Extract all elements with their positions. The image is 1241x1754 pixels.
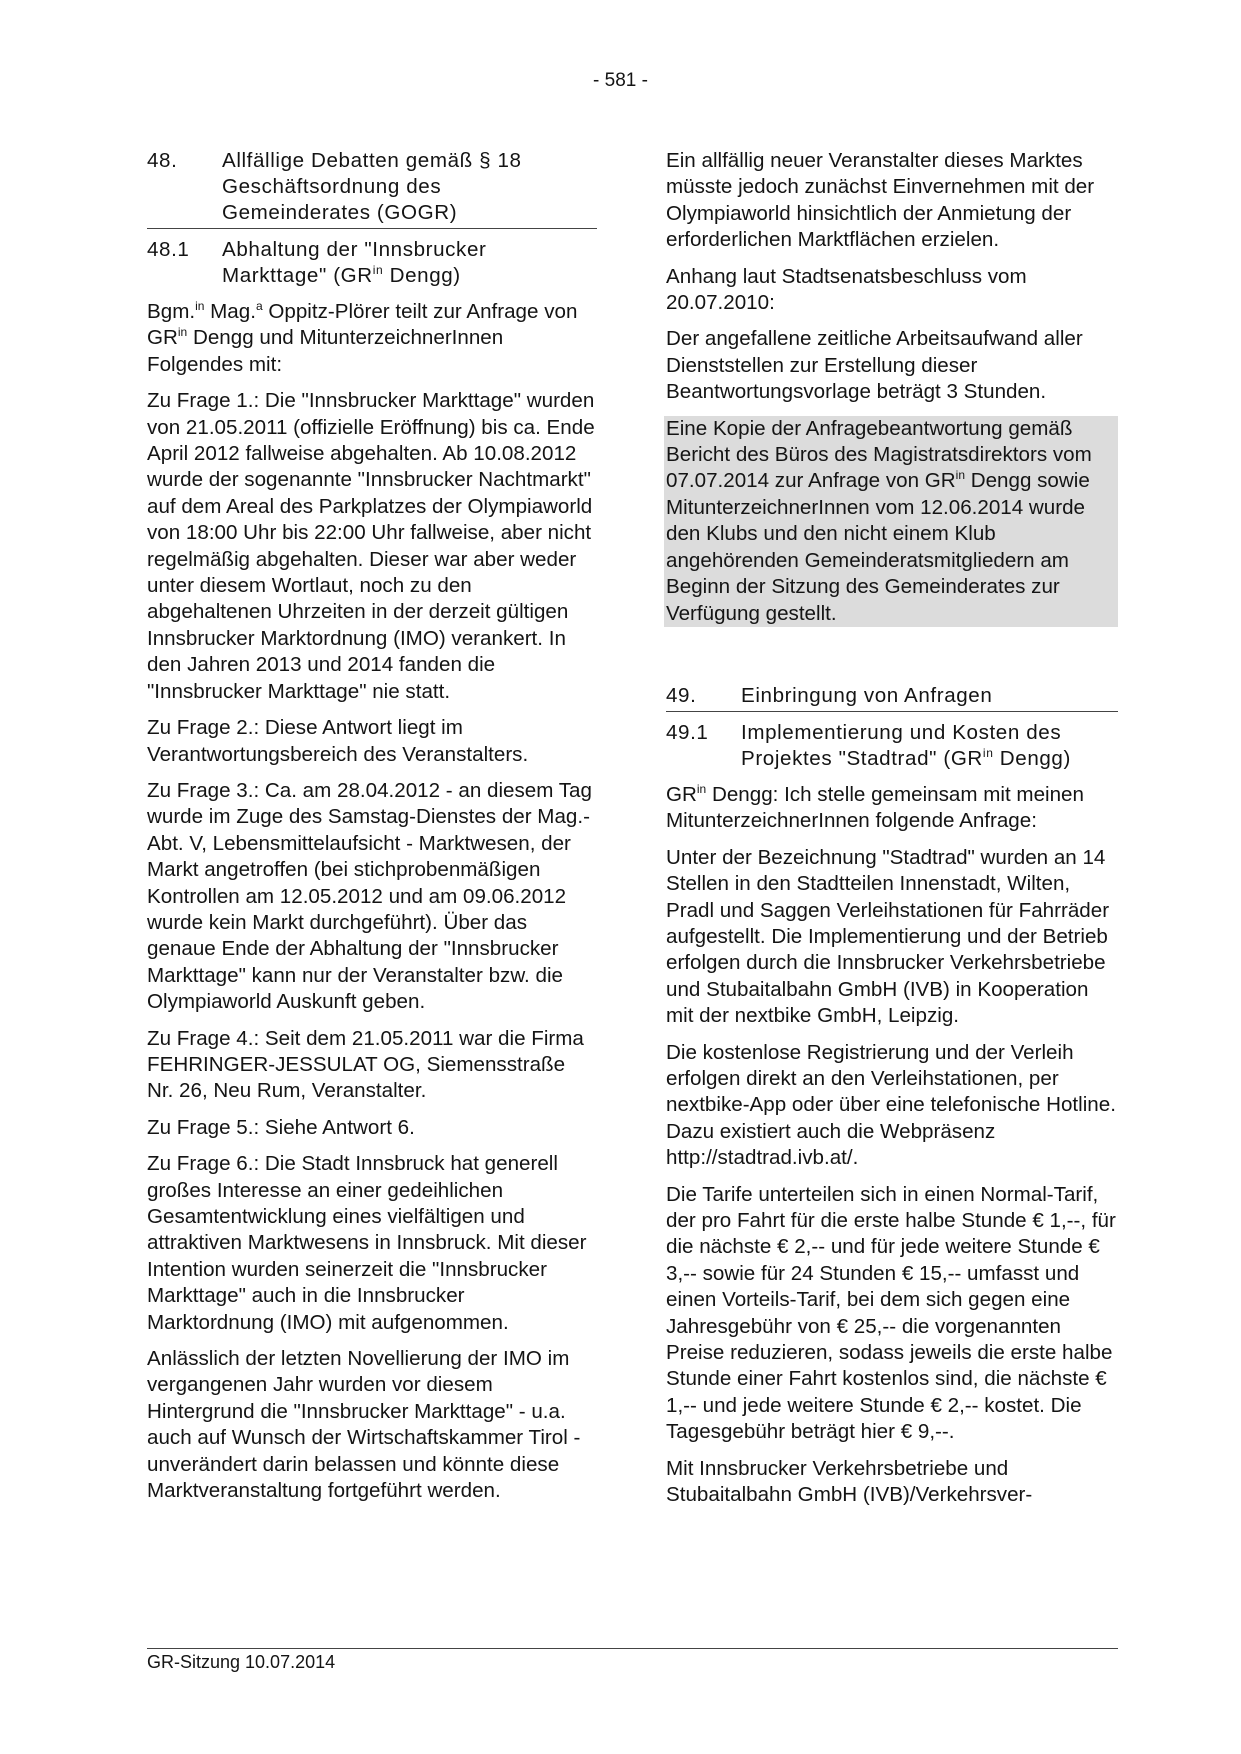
heading-48-1-number: 48.1 xyxy=(147,238,190,261)
heading-48-1-title: Abhaltung der "Innsbrucker Markttage" ($GR^{in}$ Dengg) xyxy=(222,238,487,287)
paragraph-new-organizer: Ein allfällig neuer Veranstalter dieses Marktes müsste jedoch zunächst Einvernehmen mit der Olympiaworld hinsichtlich der Anmietung der erforderlichen Marktflächen erzielen. xyxy=(666,149,1095,252)
answer-5: Zu Frage 5.: Siehe Antwort 6. xyxy=(147,1115,415,1139)
inquiry-intro: $GR^{in}$ Dengg: Ich stelle gemeinsam mit meinen MitunterzeichnerInnen folgende Anfrage: xyxy=(666,781,1084,833)
paragraph-annex: Anhang laut Stadtsenatsbeschluss vom 20.07.2010: xyxy=(666,264,1027,315)
heading-49-1-title: Implementierung und Kosten des Projektes "Stadtrad" ($GR^{in}$ Dengg) xyxy=(741,720,1071,770)
heading-49 xyxy=(666,683,1118,712)
heading-48 xyxy=(147,148,597,229)
paragraph-effort: Der angefallene zeitliche Arbeitsaufwand aller Dienststellen zur Erstellung dieser Beantwortungsvorlage beträgt 3 Stunden. xyxy=(666,327,1083,404)
heading-49-1-number: 49.1 xyxy=(666,720,709,744)
footer-divider xyxy=(147,1648,1118,1649)
answer-1: Zu Frage 1.: Die "Innsbrucker Markttage" wurden von 21.05.2011 (offizielle Eröffnung) bis ca. Ende April 2012 fallweise abgehalten. Ab 10.08.2012 wurde der sogenannte "Innsbrucker Nachtmarkt" auf dem Areal des Parkplatzes der Olympiaworld von 18:00 Uhr bis 22:00 Uhr fallweise, aber nicht regelmäßig abgehalten. Dieser war aber weder unter diesem Wortlaut, noch zu den abgehaltenen Uhrzeiten in der derzeit gültigen Innsbrucker Marktordnung (IMO) verankert. In den Jahren 2013 und 2014 fanden die "Innsbrucker Markttage" nie statt. xyxy=(147,389,595,703)
intro-paragraph: Bgm.$^{in}$ Mag.$^a$ Oppitz-Plörer teilt zur Anfrage von $GR^{in}$ Dengg und MitunterzeichnerInnen Folgendes mit: xyxy=(147,299,578,376)
heading-48-number: 48. xyxy=(147,149,178,172)
heading-49-title: Einbringung von Anfragen xyxy=(741,683,993,707)
heading-48-1 xyxy=(147,237,597,289)
paragraph-continued: Mit Innsbrucker Verkehrsbetriebe und Stubaitalbahn GmbH (IVB)/Verkehrsver- xyxy=(666,1456,1033,1507)
answer-2: Zu Frage 2.: Diese Antwort liegt im Verantwortungsbereich des Veranstalters. xyxy=(147,716,529,766)
right-column xyxy=(666,148,1118,1518)
answer-3: Zu Frage 3.: Ca. am 28.04.2012 - an diesem Tag wurde im Zuge des Samstag-Dienstes der Mag.-Abt. V, Lebensmittelaufsicht - Marktwesen, der Markt angetroffen (bei stichprobenmäßigen Kontrollen am 12.05.2012 und am 09.06.2012 wurde kein Markt durchgeführt). Über das genaue Ende der Abhaltung der "Innsbrucker Markttage" kann nur der Veranstalter bzw. die Olympiaworld Auskunft geben. xyxy=(147,778,592,1014)
paragraph-registration: Die kostenlose Registrierung und der Verleih erfolgen direkt an den Verleihstationen, per nextbike-App oder über eine telefonische Hotline. Dazu existiert auch die Webpräsenz http://stadtrad.ivb.at/. xyxy=(666,1040,1116,1170)
page-number: - 581 - xyxy=(593,70,648,91)
heading-48-title: Allfällige Debatten gemäß § 18 Geschäftsordnung des Gemeinderates (GOGR) xyxy=(222,149,522,224)
heading-49-1 xyxy=(666,720,1118,772)
answer-6: Zu Frage 6.: Die Stadt Innsbruck hat generell großes Interesse an einer gedeihlichen Gesamtentwicklung eines vielfältigen und attraktiven Marktwesens in Innsbruck. Mit dieser Intention wurden seinerzeit die "Innsbrucker Markttage" auch in die Innsbrucker Marktordnung (IMO) mit aufgenommen. xyxy=(147,1152,587,1334)
left-column xyxy=(147,148,597,1514)
heading-49-number: 49. xyxy=(666,683,697,707)
answer-4: Zu Frage 4.: Seit dem 21.05.2011 war die Firma FEHRINGER-JESSULAT OG, Siemensstraße Nr. 26, Neu Rum, Veranstalter. xyxy=(147,1026,584,1103)
paragraph-stadtrad: Unter der Bezeichnung "Stadtrad" wurden an 14 Stellen in den Stadtteilen Innenstadt, Wilten, Pradl und Saggen Verleihstationen für Fahrräder aufgestellt. Die Implementierung und der Betrieb erfolgen durch die Innsbrucker Verkehrsbetriebe und Stubaitalbahn GmbH (IVB) in Kooperation mit der nextbike GmbH, Leipzig. xyxy=(666,845,1110,1028)
paragraph-tariffs: Die Tarife unterteilen sich in einen Normal-Tarif, der pro Fahrt für die erste halbe Stunde € 1,--, für die nächste € 2,-- und für jede weitere Stunde € 3,-- sowie für 24 Stunden € 15,-- umfasst und einen Vorteils-Tarif, bei dem sich gegen eine Jahresgebühr von € 25,-- die vorgenannten Preise reduzieren, sodass jeweils die erste halbe Stunde einer Fahrt kostenlos sind, die nächste € 1,-- und jede weitere Stunde € 2,-- kostet. Die Tagesgebühr beträgt hier € 9,--. xyxy=(666,1182,1116,1444)
shaded-note-box: Eine Kopie der Anfragebeantwortung gemäß Bericht des Büros des Magistratsdirektors vom 07.07.2014 zur Anfrage von $GR^{in}$ Dengg sowie MitunterzeichnerInnen vom 12.06.2014 wurde den Klubs und den nicht einem Klub angehörenden Gemeinderatsmitgliedern am Beginn der Sitzung des Gemeinderates zur Verfügung gestellt. xyxy=(664,416,1118,627)
closing-paragraph: Anlässlich der letzten Novellierung der IMO im vergangenen Jahr wurden vor diesem Hintergrund die "Innsbrucker Markttage" - u.a. auch auf Wunsch der Wirtschaftskammer Tirol - unverändert darin belassen und könnte diese Marktveranstaltung fortgeführt werden. xyxy=(147,1347,581,1503)
footer-session-date: GR-Sitzung 10.07.2014 xyxy=(147,1652,336,1672)
